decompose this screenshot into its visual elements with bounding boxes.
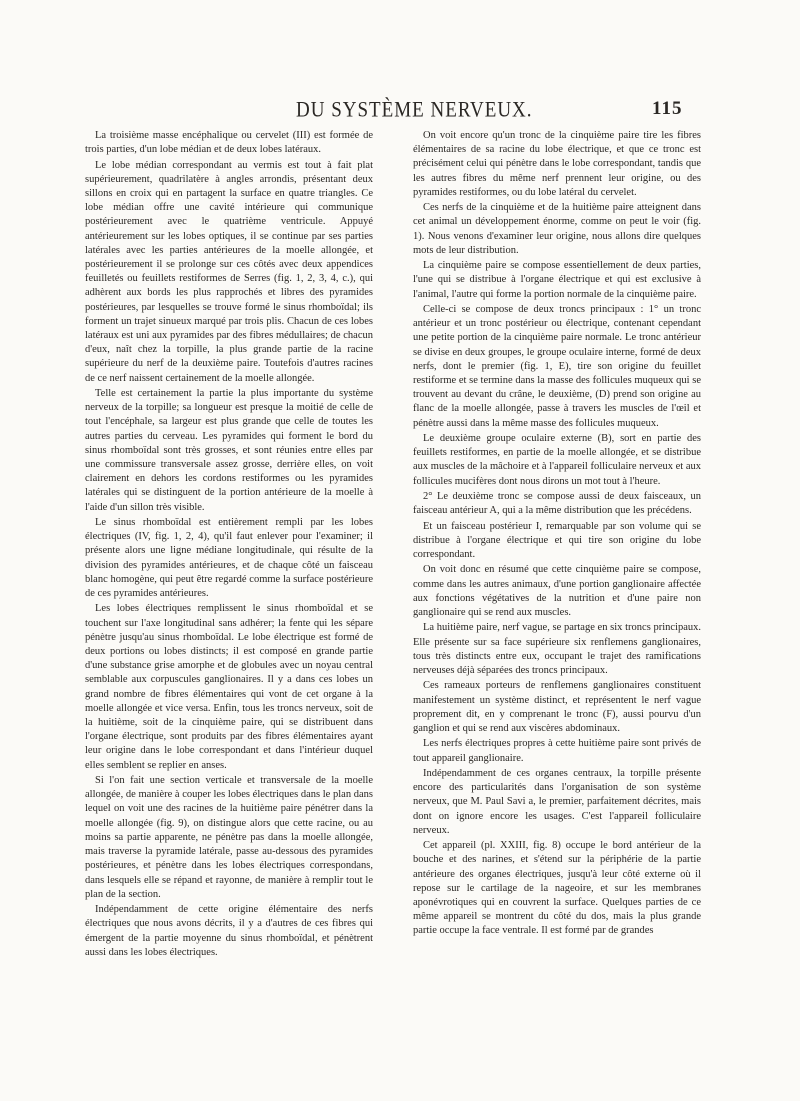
page-number: 115	[652, 98, 683, 119]
paragraph: Les lobes électriques remplissent le sinus rhomboïdal et se touchent sur l'axe longitudinal sans adhérer; la fente qui les sépare pénètre jusqu'au sinus rhomboïdal. Le lobe électrique est formé de deux portions ou lobes distincts; il est composé en grande partie d'une substance grise amorphe et de globules avec un noyau central semblable aux corpuscules ganglionaires. Il y a dans ces lobes un grand nombre de fibres élémentaires qui vont de cet organe à la moelle allongée et vice versa. Enfin, tous les troncs nerveux, soit de la huitième, soit de la cinquième paire, qui se distribuent dans l'organe électrique, sont produits par des fibres élémentaires ayant leur origine dans le lobe correspondant et dans l'intérieur duquel elles semblent se replier en anses.	[85, 603, 373, 771]
paragraph: La huitième paire, nerf vague, se partage en six troncs principaux. Elle présente sur sa face supérieure six renflemens ganglionaires, tous très distincts entre eux, occupant le trajet des ramifications nerveuses déjà séparées des troncs principaux.	[413, 622, 701, 677]
paragraph: Le deuxième groupe oculaire externe (B), sort en partie des feuillets restiformes, en partie de la moelle allongée, et se distribue aux muscles de la mâchoire et à l'appareil folliculaire nerveux et aux follicules mucifères dont nous dirons un mot tout à l'heure.	[413, 433, 701, 487]
paragraph: Le lobe médian correspondant au vermis est tout à fait plat supérieurement, quadrilatère à angles arrondis, présentant deux sillons en croix qui en partagent la surface en quatre triangles. Ce lobe médian offre une cavité intérieure qui communique postérieurement avec le quatrième ventricule. Appuyé antérieurement sur les lobes optiques, il se continue par ses parties latérales avec les parties antérieures de la moelle allongée, et postérieurement il se prolonge sur ces côtés avec deux appendices feuilletés ou feuillets restiformes de Serres (fig. 1, 2, 3, 4, c.), qui adhèrent aux bords les plus rapprochés et libres des pyramides postérieures, par lesquelles se trouve formé le sinus rhomboïdal; ils forment un trajet sinueux marqué par trois plis. Chacun de ces lobes latéraux est uni aux pyramides par des fibres médullaires; de chacun d'eux, naît chez la torpille, la plus grande partie de la racine supérieure du nerf de la deuxième paire. Toutefois d'autres racines de ce nerf naissent certainement de la moelle allongée.	[85, 159, 373, 384]
paragraph: On voit encore qu'un tronc de la cinquième paire tire les fibres élémentaires de sa racine du lobe électrique, et que ce tronc est précisément celui qui pénètre dans le lobe correspondant, tandis que les autres fibres du même nerf prennent leur origine, ou des pyramides restiformes, ou du lobe latéral du cervelet.	[413, 130, 701, 198]
paragraph: Ces nerfs de la cinquième et de la huitième paire atteignent dans cet animal un développement énorme, comme on peut le voir (fig. 1). Nous venons d'examiner leur origine, nous allons dire quelques mots de leur distribution.	[413, 202, 701, 256]
paragraph: On voit donc en résumé que cette cinquième paire se compose, comme dans les autres animaux, d'une portion ganglionaire affectée aux fonctions végétatives de la nutrition et d'une paire non ganglionaire qui se rend aux muscles.	[413, 564, 701, 619]
paragraph: Indépendamment de ces organes centraux, la torpille présente encore des particularités dans l'organisation de son système nerveux, que M. Paul Savi a, le premier, parfaitement décrites, mais dont on ignore encore les usages. C'est l'appareil folliculaire nerveux.	[413, 768, 701, 836]
paragraph: Les nerfs électriques propres à cette huitième paire sont privés de tout appareil ganglionaire.	[413, 738, 701, 764]
right-text-column	[413, 129, 701, 940]
paragraph: Telle est certainement la partie la plus importante du système nerveux de la torpille; sa longueur est presque la moitié de celle de tout l'encéphale, sa largeur est plus grande que celle de toutes les autres parties du cerveau. Les pyramides qui forment le bord du sinus rhomboïdal sont très grosses, et sont réunies entre elles par une commissure transversale assez grosse, derrière elles, on voit clairement en dehors les cordons restiformes ou les pyramides latérales qui se distinguent de la portion antérieure de la moelle à l'aide d'un sillon très visible.	[85, 388, 373, 513]
paragraph: Ces rameaux porteurs de renflemens ganglionaires constituent manifestement un système distinct, et représentent le nerf vague proprement dit, en y comprenant le tronc (F), aussi pourvu d'un ganglion et qui se rend aux viscères abdominaux.	[413, 680, 701, 735]
paragraph: Le sinus rhomboïdal est entièrement rempli par les lobes électriques (IV, fig. 1, 2, 4), qu'il faut enlever pour l'examiner; il présente alors une ligne médiane longitudinale, qui résulte de la division des pyramides antérieures, et de chaque côté un faisceau blanc homogène, qui peut être regardé comme la surface postérieure de ces pyramides antérieures.	[85, 517, 373, 600]
paragraph: 2° Le deuxième tronc se compose aussi de deux faisceaux, un faisceau antérieur A, qui a la même distribution que les précédens.	[413, 491, 701, 517]
running-header	[0, 98, 800, 126]
paragraph: Et un faisceau postérieur I, remarquable par son volume qui se distribue à l'organe électrique et qui tire son origine du lobe correspondant.	[413, 520, 701, 561]
paragraph: La cinquième paire se compose essentiellement de deux parties, l'une qui se distribue à l'organe électrique et qui est exclusive à l'animal, l'autre qui forme la portion normale de la cinquième paire.	[413, 260, 701, 300]
paragraph: Indépendamment de cette origine élémentaire des nerfs électriques que nous avons décrits, il y a d'autres de ces fibres qui émergent de la partie moyenne du sinus rhomboïdal, et pénètrent aussi dans les lobes électriques.	[85, 904, 373, 958]
running-title: DU SYSTÈME NERVEUX.	[296, 98, 533, 123]
left-text-column	[85, 129, 373, 961]
paragraph: La troisième masse encéphalique ou cervelet (III) est formée de trois parties, d'un lobe médian et de deux lobes latéraux.	[85, 130, 373, 156]
paragraph: Si l'on fait une section verticale et transversale de la moelle allongée, de manière à couper les lobes électriques dans le plan dans lequel on voit une des racines de la huitième paire pénétrer dans la moelle allongée (fig. 9), on distingue alors que cette racine, ou au moins sa partie apparente, ne pénètre pas dans la moelle allongée, mais traverse la pyramide latérale, passe au-dessous des pyramides postérieures, et pénètre dans les lobes électriques correspondans, dans lesquels elle se répand et rayonne, de manière à remplir tout le plan de la section.	[85, 775, 373, 900]
paragraph: Cet appareil (pl. XXIII, fig. 8) occupe le bord antérieur de la bouche et des narines, et s'étend sur la périphérie de la partie antérieure des organes électriques, jusqu'à leur côté externe où il repose sur le cartilage de la nageoire, et sur les membranes aponévrotiques qui en couvrent la surface. Quelques parties de ce même appareil se montrent du côté du dos, mais la plus grande partie occupe la face ventrale. Il est formé par de grandes	[413, 840, 701, 937]
paragraph: Celle-ci se compose de deux troncs principaux : 1° un tronc antérieur et un tronc postérieur ou électrique, contenant cependant une petite portion de la cinquième paire normale. Le tronc antérieur se divise en deux groupes, le groupe oculaire interne, formé de deux nerfs, dont le premier (fig. 1, E), tire son origine du feuillet restiforme et se termine dans la masse des follicules muqueux qui se trouvent au devant du crâne, le deuxième, (D) prend son origine au flanc de la moelle allongée, passe à travers les muscles de l'œil et pénètre aussi dans la même masse des follicules muqueux.	[413, 304, 701, 429]
